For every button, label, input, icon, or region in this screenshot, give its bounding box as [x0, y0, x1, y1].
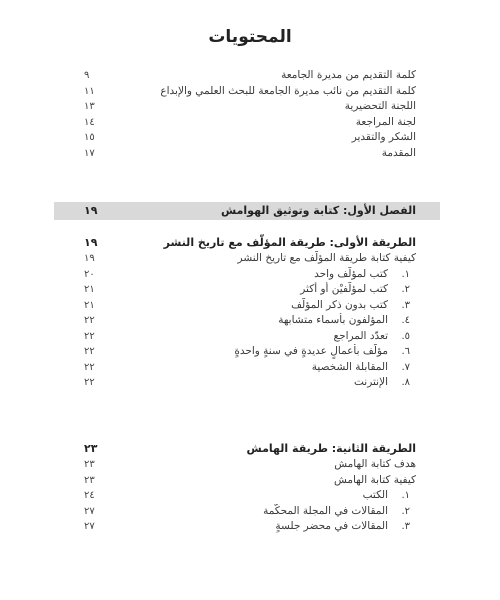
toc-entry-page: ٢٢ [84, 346, 95, 357]
toc-numbered-entry[interactable] [84, 344, 416, 360]
entry-index: ٣. [401, 521, 410, 532]
toc-entry-label: المقدمة [381, 146, 416, 159]
section-heading-page: ٢٣ [84, 442, 98, 455]
toc-entry-label: لجنة المراجعة [355, 115, 416, 128]
toc-numbered-entry[interactable] [84, 282, 416, 298]
entry-index: ١. [401, 490, 410, 501]
toc-numbered-entry[interactable] [84, 375, 416, 391]
toc-entry-label: اللجنة التحضيرية [344, 100, 416, 112]
toc-entry-page: ٢٢ [84, 315, 95, 326]
toc-entry-label: كتب لمؤلّفيْن أو أكثر [300, 283, 388, 295]
toc-entry-page: ٢٢ [84, 330, 95, 342]
entry-index: ٧. [401, 361, 410, 373]
toc-entry[interactable] [84, 99, 416, 115]
entry-index: ٢. [401, 505, 410, 517]
front-matter-list [84, 68, 416, 161]
toc-entry-label: هدف كتابة الهامش [334, 458, 416, 470]
page-title: المحتويات [208, 27, 292, 47]
toc-entry-page: ٢٠ [84, 268, 95, 280]
toc-entry-label: كلمة التقديم من نائب مديرة الجامعة للبحث العلمي والإبداع [160, 84, 416, 97]
toc-entry[interactable] [84, 251, 416, 267]
entry-index: ٢. [401, 284, 410, 295]
toc-entry-label: كلمة التقديم من مديرة الجامعة [281, 69, 416, 81]
toc-entry-label: المقالات في المجلة المحكّمة [263, 504, 388, 517]
chapter-title: الفصل الأول: كتابة وتوثيق الهوامش [221, 204, 416, 217]
toc-numbered-entry[interactable] [84, 519, 416, 535]
toc-entry[interactable] [84, 115, 416, 131]
entry-index: ١. [401, 268, 410, 280]
entry-index: ٦. [401, 346, 410, 357]
toc-entry-page: ٢٢ [84, 377, 95, 388]
toc-entry[interactable] [84, 457, 416, 473]
section-heading-label: الطريقة الثانية: طريقة الهامش [246, 442, 416, 455]
toc-entry-label: المؤلفون بأسماء متشابهة [278, 314, 388, 326]
toc-numbered-entry[interactable] [84, 298, 416, 314]
section-heading-label: الطريقة الأولى: طريقة المؤلّف مع تاريخ النشر [163, 236, 416, 249]
chapter-heading[interactable] [84, 202, 416, 220]
toc-entry-label: مؤلّف بأعمالٍ عديدةٍ في سنةٍ واحدةٍ [234, 345, 388, 357]
toc-entry-label: كيفية كتابة طريقة المؤلّف مع تاريخ النشر [237, 252, 416, 264]
toc-entry-page: ٢٣ [84, 474, 95, 486]
toc-entry-label: الإنترنت [353, 376, 388, 388]
toc-entry-page: ٢٧ [84, 521, 95, 532]
toc-entry[interactable] [84, 84, 416, 100]
toc-numbered-entry[interactable] [84, 267, 416, 283]
chapter-page: ١٩ [84, 204, 98, 217]
toc-entry-label: تعدّد المراجع [333, 329, 388, 342]
toc-entry[interactable] [84, 146, 416, 162]
toc-entry[interactable] [84, 130, 416, 146]
entry-index: ٣. [401, 299, 410, 311]
toc-entry-label: المقالات في محضر جلسةٍ [275, 520, 388, 532]
toc-numbered-entry[interactable] [84, 329, 416, 345]
toc-entry-page: ١١ [84, 85, 95, 97]
section-heading[interactable] [84, 234, 416, 251]
toc-entry[interactable] [84, 473, 416, 489]
toc-numbered-entry[interactable] [84, 313, 416, 329]
toc-entry-page: ٢١ [84, 299, 95, 311]
toc-entry-page: ٢١ [84, 284, 95, 295]
method-two-section [84, 440, 416, 535]
toc-entry-page: ١٧ [84, 147, 95, 159]
toc-entry-page: ١٩ [84, 253, 95, 264]
toc-entry-label: كيفية كتابة الهامش [333, 473, 416, 486]
toc-numbered-entry[interactable] [84, 504, 416, 520]
toc-entry-page: ٢٧ [84, 505, 95, 517]
toc-entry-page: ١٣ [84, 101, 95, 112]
section-heading[interactable] [84, 440, 416, 457]
toc-entry-page: ١٥ [84, 132, 95, 143]
entry-index: ٥. [401, 330, 410, 342]
toc-entry-page: ١٤ [84, 116, 95, 128]
entry-index: ٤. [401, 315, 410, 326]
toc-entry-label: كتب بدون ذكر المؤلّف [291, 298, 388, 311]
section-heading-page: ١٩ [84, 236, 98, 249]
toc-numbered-entry[interactable] [84, 488, 416, 504]
toc-entry-page: ٩ [84, 70, 90, 81]
toc-numbered-entry[interactable] [84, 360, 416, 376]
toc-entry-page: ٢٤ [84, 490, 95, 501]
toc-entry-label: كتب لمؤلّف واحد [314, 267, 388, 280]
toc-entry-page: ٢٣ [84, 459, 95, 470]
entry-index: ٨. [401, 377, 410, 388]
method-one-section [84, 234, 416, 391]
toc-entry-label: الشكر والتقدير [351, 131, 416, 143]
toc-entry-page: ٢٢ [84, 361, 95, 373]
toc-entry-label: المقابلة الشخصية [311, 360, 388, 373]
toc-entry[interactable] [84, 68, 416, 84]
toc-entry-label: الكتب [362, 489, 388, 501]
